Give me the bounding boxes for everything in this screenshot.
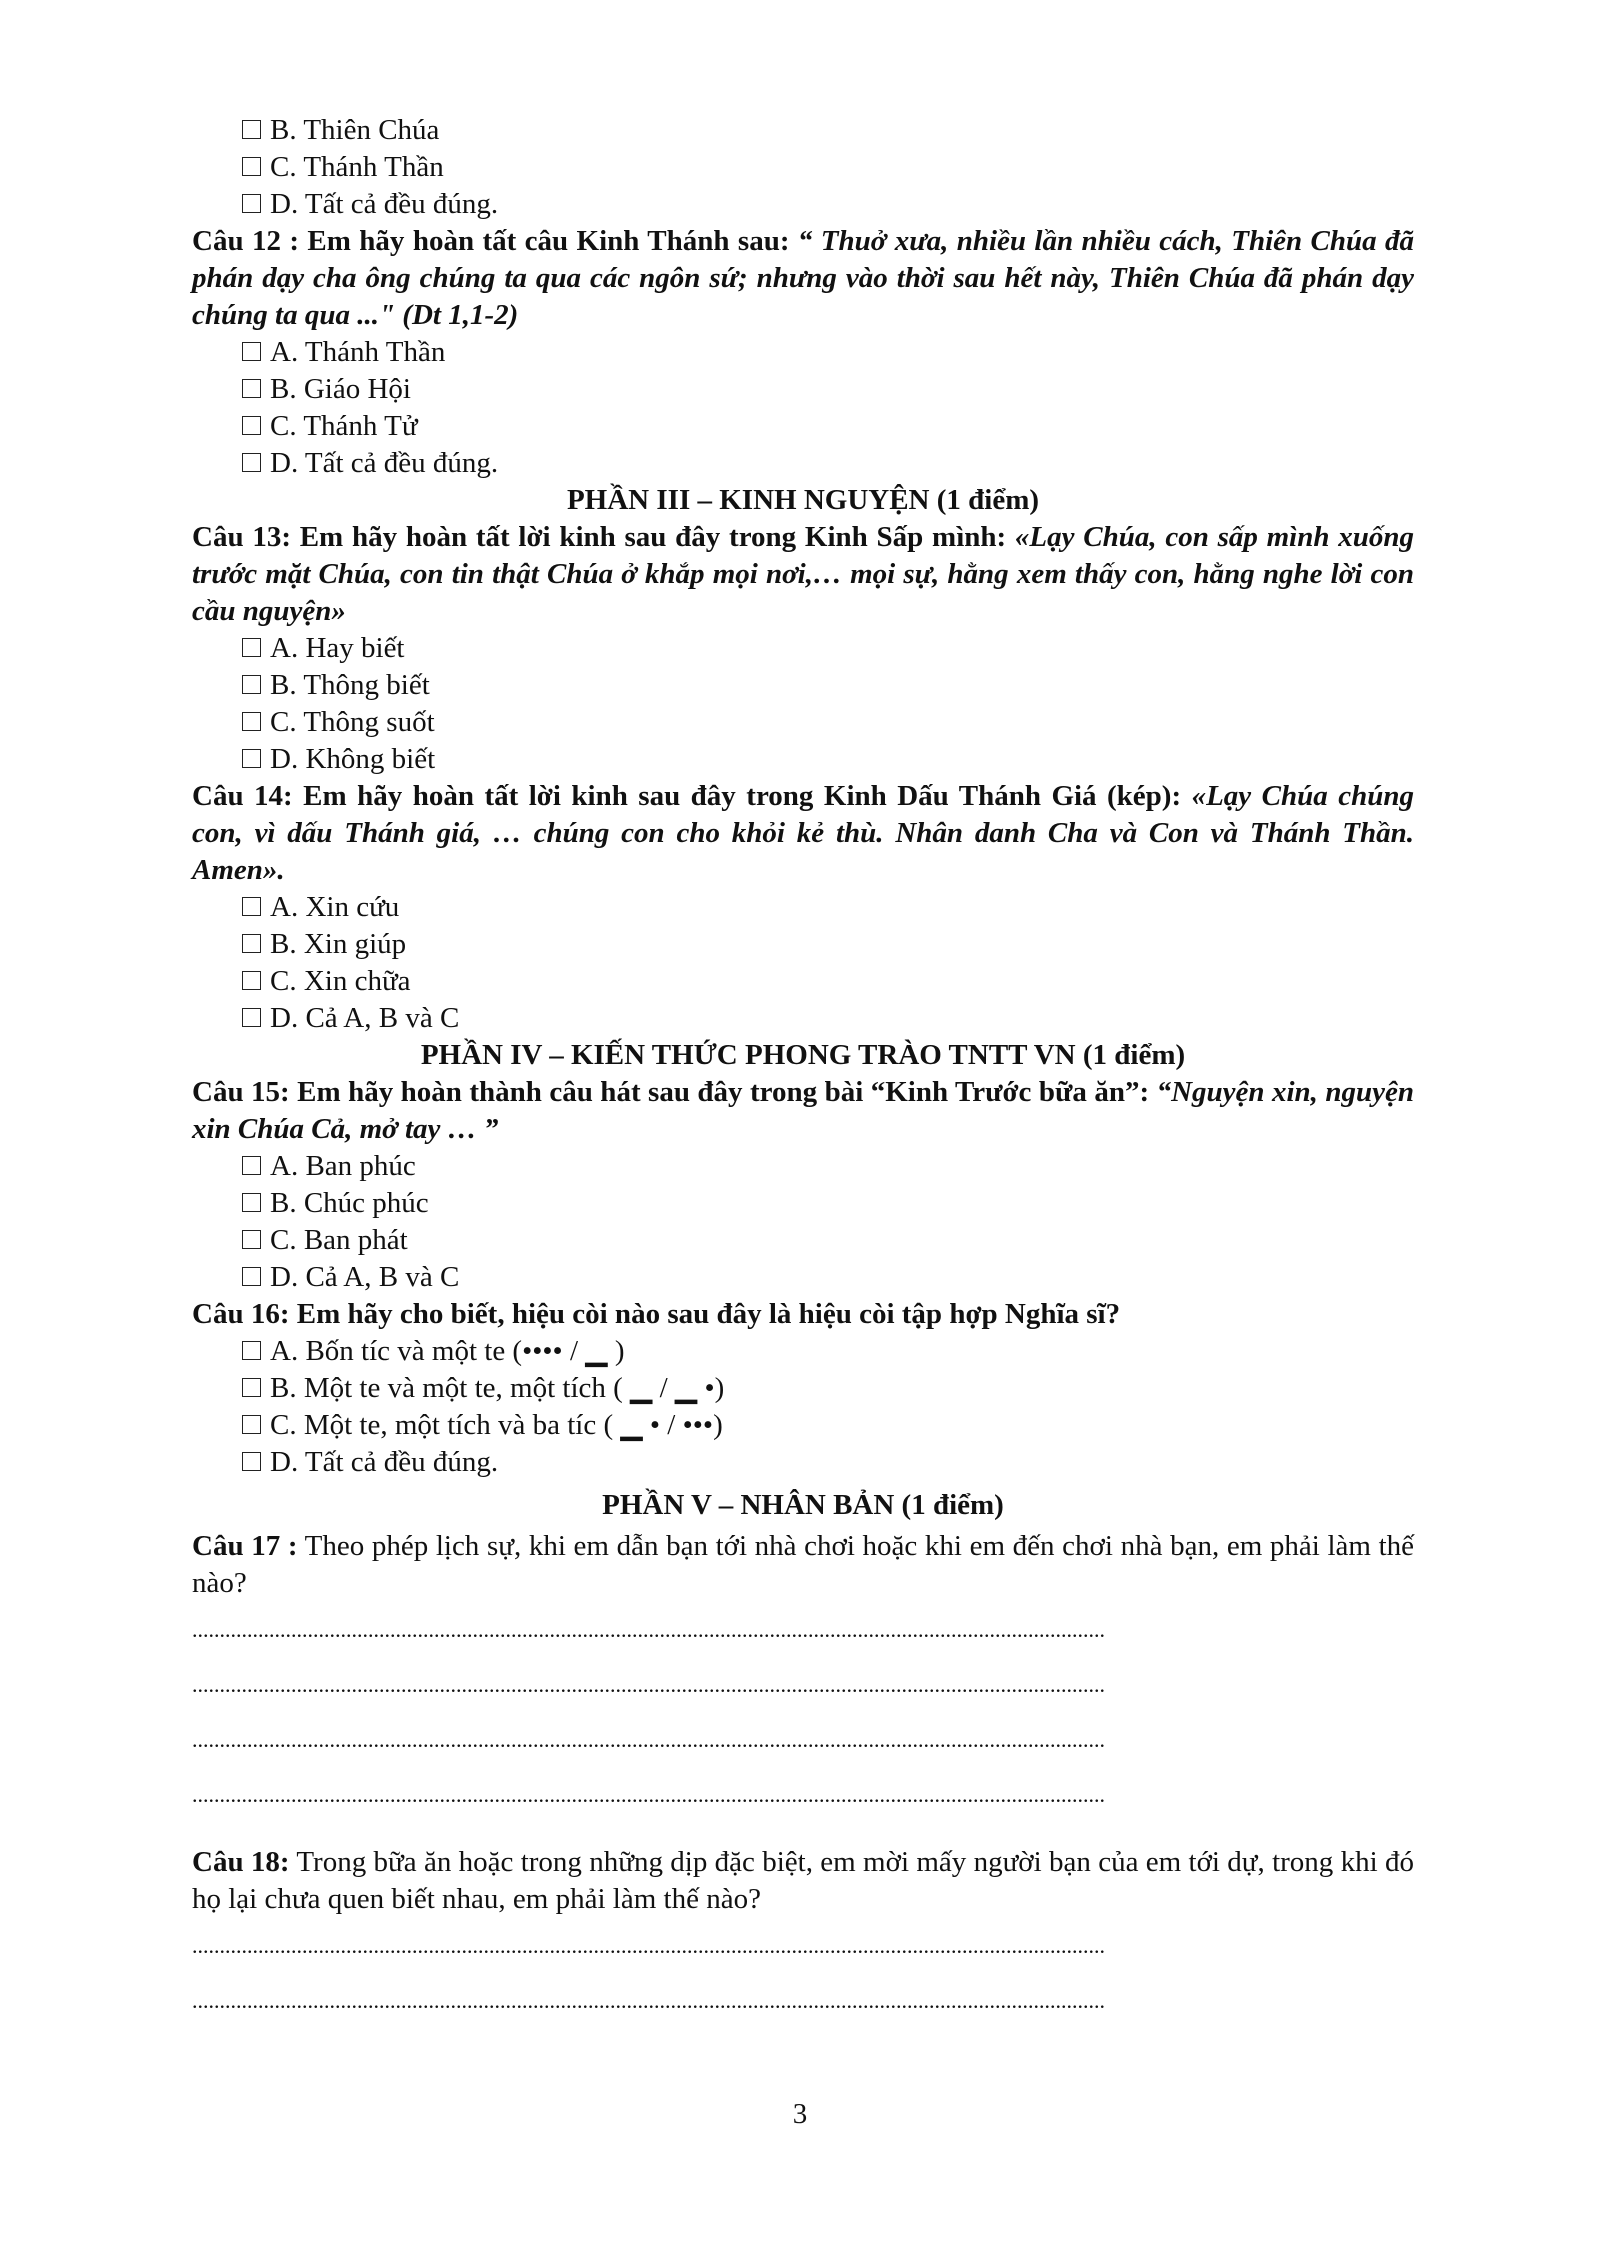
q14-option-d[interactable]: D. Cả A, B và C xyxy=(192,1000,1414,1037)
question-12: Câu 12 : Em hãy hoàn tất câu Kinh Thánh sau: “ Thuở xưa, nhiều lần nhiều cách, Thiên Chúa đã phán dạy cha ông chúng ta qua các ngôn sứ; nhưng vào thời sau hết này, Thiên Chúa đã phán dạy chúng ta qua ..." (Dt 1,1-2) xyxy=(192,225,1415,331)
q11-option-d[interactable]: D. Tất cả đều đúng. xyxy=(192,186,1414,223)
page-number: 3 xyxy=(792,2098,808,2130)
checkbox[interactable] xyxy=(242,194,261,213)
answer-line[interactable]: ...................................................................................................................................................................... xyxy=(192,1933,1105,1958)
checkbox[interactable] xyxy=(242,1193,261,1212)
q18-answer-lines[interactable] xyxy=(192,1918,1414,2028)
q11-option-b[interactable]: B. Thiên Chúa xyxy=(192,112,1414,149)
checkbox[interactable] xyxy=(242,638,261,657)
checkbox[interactable] xyxy=(242,1156,261,1175)
q11-options xyxy=(192,112,1414,223)
question-17: Câu 17 : Theo phép lịch sự, khi em dẫn bạn tới nhà chơi hoặc khi em đến chơi nhà bạn, em phải làm thế nào? xyxy=(192,1530,1414,1599)
checkbox[interactable] xyxy=(242,120,261,139)
q12-option-a[interactable]: A. Thánh Thần xyxy=(192,334,1414,371)
checkbox[interactable] xyxy=(242,971,261,990)
question-14: Câu 14: Em hãy hoàn tất lời kinh sau đây trong Kinh Dấu Thánh Giá (kép): «Lạy Chúa chúng con, vì dấu Thánh giá, … chúng con cho khỏi kẻ thù. Nhân danh Cha và Con và Thánh Thần. Amen». xyxy=(192,780,1414,886)
checkbox[interactable] xyxy=(242,1267,261,1286)
checkbox[interactable] xyxy=(242,453,261,472)
checkbox[interactable] xyxy=(242,897,261,916)
worksheet-page xyxy=(192,112,1414,2028)
q15-option-a[interactable]: A. Ban phúc xyxy=(192,1148,1414,1185)
checkbox[interactable] xyxy=(242,342,261,361)
q16-option-b[interactable]: B. Một te và một te, một tích ( ▁ / ▁ •) xyxy=(192,1370,1414,1407)
q12-option-b[interactable]: B. Giáo Hội xyxy=(192,371,1414,408)
checkbox[interactable] xyxy=(242,934,261,953)
q12-option-c[interactable]: C. Thánh Tử xyxy=(192,408,1414,445)
checkbox[interactable] xyxy=(242,157,261,176)
q17-answer-lines[interactable] xyxy=(192,1602,1414,1822)
q14-option-b[interactable]: B. Xin giúp xyxy=(192,926,1414,963)
q16-option-c[interactable]: C. Một te, một tích và ba tíc ( ▁ • / •••) xyxy=(192,1407,1414,1444)
q11-option-c[interactable]: C. Thánh Thần xyxy=(192,149,1414,186)
answer-line[interactable]: ...................................................................................................................................................................... xyxy=(192,1988,1105,2013)
section-3-heading: PHẦN III – KINH NGUYỆN (1 điểm) xyxy=(566,484,1040,516)
checkbox[interactable] xyxy=(242,379,261,398)
checkbox[interactable] xyxy=(242,1230,261,1249)
question-15: Câu 15: Em hãy hoàn thành câu hát sau đây trong bài “Kinh Trước bữa ăn”: “Nguyện xin, nguyện xin Chúa Cả, mở tay … ” xyxy=(192,1076,1414,1145)
q15-option-b[interactable]: B. Chúc phúc xyxy=(192,1185,1414,1222)
question-13: Câu 13: Em hãy hoàn tất lời kinh sau đây trong Kinh Sấp mình: «Lạy Chúa, con sấp mình xuống trước mặt Chúa, con tin thật Chúa ở khắp mọi nơi,… mọi sự, hằng xem thấy con, hằng nghe lời con cầu nguyện» xyxy=(192,521,1414,627)
checkbox[interactable] xyxy=(242,749,261,768)
q16-option-a[interactable]: A. Bốn tíc và một te (•••• / ▁ ) xyxy=(192,1333,1414,1370)
answer-line[interactable]: ...................................................................................................................................................................... xyxy=(192,1617,1105,1642)
q14-option-a[interactable]: A. Xin cứu xyxy=(192,889,1414,926)
q15-option-c[interactable]: C. Ban phát xyxy=(192,1222,1414,1259)
checkbox[interactable] xyxy=(242,1008,261,1027)
checkbox[interactable] xyxy=(242,712,261,731)
checkbox[interactable] xyxy=(242,675,261,694)
section-5-heading: PHẦN V – NHÂN BẢN (1 điểm) xyxy=(602,1489,1004,1521)
answer-line[interactable]: ...................................................................................................................................................................... xyxy=(192,1672,1105,1697)
q13-option-d[interactable]: D. Không biết xyxy=(192,741,1414,778)
question-18: Câu 18: Trong bữa ăn hoặc trong những dịp đặc biệt, em mời mấy người bạn của em tới dự, trong khi đó họ lại chưa quen biết nhau, em phải làm thế nào? xyxy=(192,1846,1414,1915)
q13-option-c[interactable]: C. Thông suốt xyxy=(192,704,1414,741)
question-16: Câu 16: Em hãy cho biết, hiệu còi nào sau đây là hiệu còi tập hợp Nghĩa sĩ? xyxy=(192,1298,1121,1330)
answer-line[interactable]: ...................................................................................................................................................................... xyxy=(192,1782,1105,1807)
q12-option-d[interactable]: D. Tất cả đều đúng. xyxy=(192,445,1414,482)
answer-line[interactable]: ...................................................................................................................................................................... xyxy=(192,1727,1105,1752)
section-4-heading: PHẦN IV – KIẾN THỨC PHONG TRÀO TNTT VN (1 điểm) xyxy=(420,1039,1186,1071)
q13-option-a[interactable]: A. Hay biết xyxy=(192,630,1414,667)
checkbox[interactable] xyxy=(242,1341,261,1360)
checkbox[interactable] xyxy=(242,1378,261,1397)
q16-option-d[interactable]: D. Tất cả đều đúng. xyxy=(192,1444,1414,1481)
checkbox[interactable] xyxy=(242,416,261,435)
q14-option-c[interactable]: C. Xin chữa xyxy=(192,963,1414,1000)
q13-option-b[interactable]: B. Thông biết xyxy=(192,667,1414,704)
checkbox[interactable] xyxy=(242,1452,261,1471)
checkbox[interactable] xyxy=(242,1415,261,1434)
q15-option-d[interactable]: D. Cả A, B và C xyxy=(192,1259,1414,1296)
